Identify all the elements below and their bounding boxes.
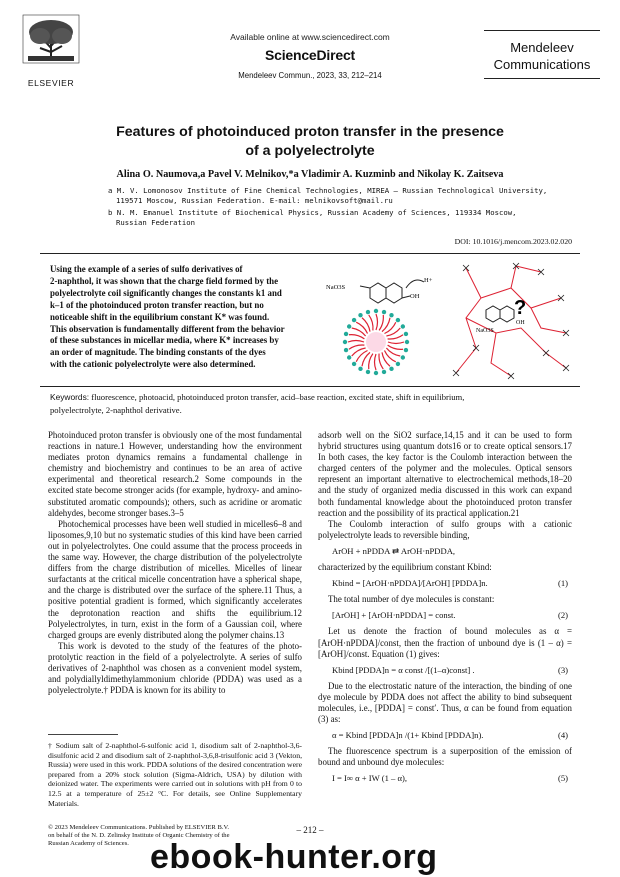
- micelle-icon: [343, 309, 409, 375]
- equation-4-number: (4): [557, 730, 568, 741]
- abstract-line: an order of magnitude. The binding constants of the dyes: [50, 347, 266, 358]
- surfactant-tail: [379, 315, 383, 330]
- binding-equation: [318, 546, 572, 557]
- right-column: [318, 430, 572, 790]
- question-mark: ?: [514, 297, 527, 319]
- affiliation-a-line1: a M. V. Lomonosov Institute of Fine Chemical Technologies, MIREA – Russian Technological University,: [108, 186, 548, 195]
- watermark: ebook-hunter.org: [150, 838, 438, 876]
- equation-2: [318, 610, 572, 621]
- abstract-line: This observation is fundamentally different from the behavior: [50, 323, 285, 334]
- surfactant-head: [401, 324, 405, 328]
- equation-1-number: (1): [557, 578, 568, 589]
- article-title-line1: Features of photoinduced proton transfer in the presence: [116, 124, 504, 140]
- abstract-line: 2-naphthol, it was shown that the charge field formed by the: [50, 275, 279, 286]
- intro-paragraph-2: Photochemical processes have been well studied in micelles6–8 and liposomes,9,10 but no systematic studies of this kind have been carried out in polyelectrolytes. One could assume that the process proceeds in the same way. However, the charge distribution of the polyelectrolyte differs from the charge distribution of micelles. Micelles of linear surfactants at the critical micelle concentration have a spherical shape, and the charge is distributed over the surface of the sphere.11 Thus, a positive potential gradient is formed, which significantly accelerates the deprotonation reaction and shifts the equilibrium.12 Polyelectrolytes, in turn, exist in the form of a Gaussian coil, where charged groups are evenly distributed along the polymer chains.13: [48, 518, 302, 640]
- footnote: † Sodium salt of 2-naphthol-6-sulfonic acid 1, disodium salt of 2-naphthol-3,6-disulfonic acid 2 and disodium salt of 2-naphthol-3,6,8-trisulfonic acid 3 (Vekton, Russia) were used in this work. PDDA solutions of the desired concentration were prepared from a 20% stock solution (Sigma-Aldrich, USA) by dilution with deionized water. The experiments were carried out in solutions with pH from 0 to 12.5 at a temperature of 25±2 °C. For details, see Online Supplementary Materials.: [48, 741, 302, 808]
- equation-2-number: (2): [557, 610, 568, 621]
- elsevier-tree-icon: [22, 14, 80, 76]
- footnote-rule: [48, 734, 118, 735]
- abstract-line: of these substances in micellar media, where K* increases by: [50, 335, 279, 346]
- page-number: – 212 –: [296, 825, 324, 835]
- keywords-line1: [50, 392, 570, 402]
- abstract-top-rule: [40, 253, 580, 254]
- surfactant-head: [352, 318, 356, 322]
- bound-molecule-icon: [486, 306, 514, 322]
- sciencedirect-logo: ScienceDirect: [264, 47, 355, 63]
- label-proton: H+: [424, 277, 433, 284]
- intro-paragraph-1: Photoinduced proton transfer is obviously one of the most fundamental reactions in nature.1 However, understanding how the environment mediates proton dynamics remains a fundamental challenge in chemistry and biochemistry and continues to be an area of active experimental and theoretical research.2 Some compounds in the excited state become stronger acids (for example, hydroxy- and amino-substituted aromatic compounds); others, such as acridine or aromatic aldehydes, become stronger bases.3–5: [48, 430, 302, 518]
- surfactant-head: [352, 362, 356, 366]
- surfactant-head: [347, 324, 351, 328]
- surfactant-head: [366, 370, 370, 374]
- copyright-line: Russian Academy of Sciences.: [48, 840, 129, 848]
- label-nao3s-left: NaO3S: [326, 284, 346, 291]
- surfactant-head: [347, 355, 351, 359]
- surfactant-head: [366, 310, 370, 314]
- surfactant-head: [344, 348, 348, 352]
- surfactant-head: [358, 367, 362, 371]
- surfactant-tail: [348, 341, 364, 343]
- surfactant-tail: [375, 354, 377, 370]
- keywords-text: fluorescence, photoacid, photoinduced proton transfer, acid–base reaction, excited state, shift in equilibrium,: [91, 392, 465, 402]
- right-paragraph-4: The total number of dye molecules is constant:: [328, 594, 495, 605]
- label-oh-left: OH: [410, 293, 420, 300]
- right-paragraph-2: The Coulomb interaction of sulfo groups with a cationic polyelectrolyte leads to reversible binding,: [318, 518, 572, 540]
- polyelectrolyte-charge-icons: [453, 263, 569, 379]
- equation-5-text: I = I∞ α + IW (1 – α),: [332, 773, 408, 784]
- affiliation-a-line2: 119571 Moscow, Russian Federation. E-mail: melnikovsoft@mail.ru: [116, 196, 393, 205]
- available-online: Available online at www.sciencedirect.com: [230, 32, 390, 42]
- article-title-line2: of a polyelectrolyte: [245, 143, 375, 159]
- graphical-abstract: [316, 258, 576, 380]
- elsevier-logo: [22, 14, 80, 76]
- equation-1: [318, 578, 572, 589]
- left-column: [48, 430, 302, 696]
- keywords-label: Keywords:: [50, 392, 90, 402]
- abstract-line: k–1 of the photoinduced proton transfer reaction, but no: [50, 299, 264, 310]
- abstract-bottom-rule: [40, 386, 580, 387]
- surfactant-head: [396, 362, 400, 366]
- surfactant-head: [343, 340, 347, 344]
- surfactant-head: [389, 367, 393, 371]
- equation-5: [318, 773, 572, 784]
- doi: DOI: 10.1016/j.mencom.2023.02.020: [454, 237, 572, 246]
- surfactant-tail: [382, 352, 390, 366]
- right-paragraph-5: Let us denote the fraction of bound molecules as α = [ArOH·nPDDA]/const, then the fraction of unbound dye is (1 – α) = [ArOH]/const. Equation (1) gives:: [318, 626, 572, 659]
- abstract-line: with the cationic polyelectrolyte were also determined.: [50, 359, 256, 370]
- journal-top-rule: [484, 30, 600, 31]
- intro-paragraph-3: This work is devoted to the study of the features of the photo-protolytic reaction in the field of a polyelectrolyte. A series of sulfo derivatives of 2-naphthol was chosen as a convenient model system, and polydiallyldimethylammonium chloride (PDDA) was used as a polyelectrolyte.† PDDA is known for its ability to: [48, 640, 302, 696]
- surfactant-head: [401, 355, 405, 359]
- surfactant-head: [404, 348, 408, 352]
- surfactant-head: [396, 318, 400, 322]
- surfactant-tail: [388, 345, 403, 349]
- polyelectrolyte-coil-icon: [456, 266, 566, 376]
- surfactant-tail: [352, 348, 366, 356]
- right-paragraph-1: adsorb well on the SiO2 surface,14,15 and it can be used to form hybrid structures using quantum dots16 or to create optical sensors.17 In both cases, the key factor is the Coulomb interaction between the charged centers of the polymer and the molecules. Optical sensors represent an important alternative to electrochemical methods,18–20 and the study of organized media discussed in this work can expand both fundamental knowledge about the photoinduced proton transfer reaction and the possibility of its practical application.21: [318, 430, 572, 518]
- citation: Mendeleev Commun., 2023, 33, 212–214: [238, 71, 382, 80]
- surfactant-head: [374, 309, 378, 313]
- binding-equation-text: ArOH + nPDDA ⇄ ArOH·nPDDA,: [332, 545, 456, 556]
- right-paragraph-3: characterized by the equilibrium constant Kbind:: [318, 562, 492, 573]
- surfactant-tail: [362, 318, 370, 332]
- surfactant-tail: [386, 328, 400, 336]
- surfactant-tail: [388, 342, 404, 344]
- abstract-line: polyelectrolyte coil significantly changes the constants k1 and: [50, 287, 282, 298]
- surfactant-head: [358, 313, 362, 317]
- affiliation-b-line1: b N. M. Emanuel Institute of Biochemical Physics, Russian Academy of Sciences, 119334 Moscow,: [108, 208, 517, 217]
- surfactant-head: [374, 371, 378, 375]
- copyright-line: © 2023 Mendeleev Communications. Published by ELSEVIER B.V.: [48, 824, 230, 831]
- affiliation-b-line2: Russian Federation: [116, 218, 196, 227]
- journal-name-line1: Mendeleev: [510, 40, 574, 55]
- journal-bottom-rule: [484, 78, 600, 79]
- publisher-name: ELSEVIER: [27, 78, 75, 88]
- surfactant-head: [382, 310, 386, 314]
- label-oh-right: OH: [516, 320, 525, 326]
- copyright-line: on behalf of the N. D. Zelinsky Institute of Organic Chemistry of the: [48, 832, 230, 840]
- abstract-line: noticeable shift in the equilibrium constant K* was found.: [50, 311, 270, 322]
- equation-3-text: Kbind [PDDA]n = α const /[(1–α)const] .: [332, 664, 475, 675]
- surfactant-tail: [349, 335, 364, 339]
- surfactant-head: [404, 332, 408, 336]
- equation-4: [318, 730, 572, 741]
- surfactant-tail: [369, 354, 373, 369]
- authors: Alina O. Naumova,a Pavel V. Melnikov,*a Vladimir A. Kuzminb and Nikolay K. Zaitseva: [116, 169, 504, 180]
- surfactant-tail: [376, 314, 378, 330]
- abstract-line: Using the example of a series of sulfo derivatives of: [50, 264, 243, 274]
- surfactant-head: [382, 370, 386, 374]
- surfactant-head: [405, 340, 409, 344]
- equation-3-number: (3): [557, 664, 568, 675]
- surfactant-head: [389, 313, 393, 317]
- graphical-abstract-figure: [316, 258, 576, 380]
- abstract: [50, 264, 308, 371]
- journal-name-line2: Communications: [493, 57, 591, 72]
- right-paragraph-7: The fluorescence spectrum is a superposition of the emission of bound and unbound dye molecules:: [318, 746, 572, 768]
- surfactant-head: [344, 332, 348, 336]
- right-paragraph-6: Due to the electrostatic nature of the interaction, the binding of one dye molecule by PDDA does not affect the ability to bind subsequent molecules, i.e., [PDDA] = const′. Thus, α can be found from equation (3) as:: [318, 680, 572, 725]
- equation-3: [318, 665, 572, 676]
- label-nao3s-right: NaO3S: [476, 328, 494, 334]
- equation-4-text: α = Kbind [PDDA]n /(1+ Kbind [PDDA]n).: [332, 730, 484, 741]
- keywords-line2: polyelectrolyte, 2-naphthol derivative.: [50, 405, 182, 415]
- equation-5-number: (5): [557, 773, 568, 784]
- equation-1-text: Kbind = [ArOH·nPDDA]/[ArOH] [PDDA]n.: [332, 578, 488, 589]
- equation-2-text: [ArOH] + [ArOH·nPDDA] = const.: [332, 610, 456, 621]
